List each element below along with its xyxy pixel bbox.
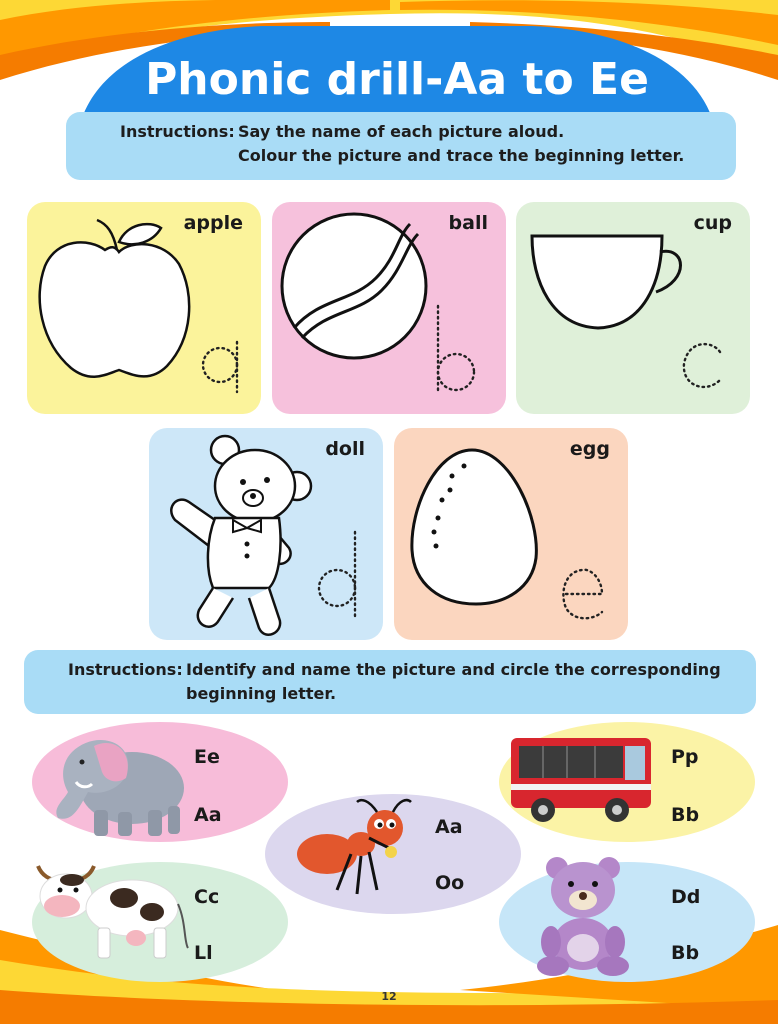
- instructions-line-1: Identify and name the picture and circle the corresponding: [186, 660, 721, 679]
- elephant-icon: [32, 722, 288, 842]
- instructions-line-2: beginning letter.: [186, 684, 337, 703]
- page-number: 12: [381, 990, 397, 1003]
- option-2[interactable]: Bb: [671, 942, 700, 964]
- card-word: apple: [183, 212, 243, 234]
- exercise-cow: [32, 862, 288, 982]
- option-1[interactable]: Cc: [194, 886, 220, 908]
- card-doll: [149, 428, 383, 640]
- option-2[interactable]: Aa: [194, 804, 222, 826]
- option-2[interactable]: Oo: [435, 872, 465, 894]
- exercise-bus: [499, 722, 755, 842]
- option-2[interactable]: Bb: [671, 804, 700, 826]
- exercise-ant: [265, 794, 521, 914]
- page-title: Phonic drill-Aa to Ee: [145, 54, 649, 105]
- option-1[interactable]: Pp: [671, 746, 699, 768]
- card-ball: [272, 202, 506, 414]
- card-word: cup: [693, 212, 732, 234]
- option-2[interactable]: Ll: [194, 942, 213, 964]
- card-apple: [27, 202, 261, 414]
- teddy-bear-icon: [499, 862, 755, 982]
- instructions-line-1: Say the name of each picture aloud.: [238, 122, 565, 141]
- exercise-teddy-bear: [499, 862, 755, 982]
- card-word: egg: [569, 438, 610, 460]
- option-1[interactable]: Aa: [435, 816, 463, 838]
- instructions-label: Instructions:: [68, 660, 183, 679]
- option-1[interactable]: Dd: [671, 886, 701, 908]
- exercise-elephant: [32, 722, 288, 842]
- card-word: doll: [325, 438, 365, 460]
- card-cup: [516, 202, 750, 414]
- ant-icon: [265, 794, 521, 914]
- bus-icon: [499, 722, 755, 842]
- instructions-label: Instructions:: [120, 122, 235, 141]
- instructions-line-2: Colour the picture and trace the beginning letter.: [238, 146, 685, 165]
- cow-icon: [32, 862, 288, 982]
- card-word: ball: [448, 212, 488, 234]
- option-1[interactable]: Ee: [194, 746, 220, 768]
- card-egg: [394, 428, 628, 640]
- instructions-box-1: [66, 112, 736, 180]
- instructions-box-2: [24, 650, 756, 714]
